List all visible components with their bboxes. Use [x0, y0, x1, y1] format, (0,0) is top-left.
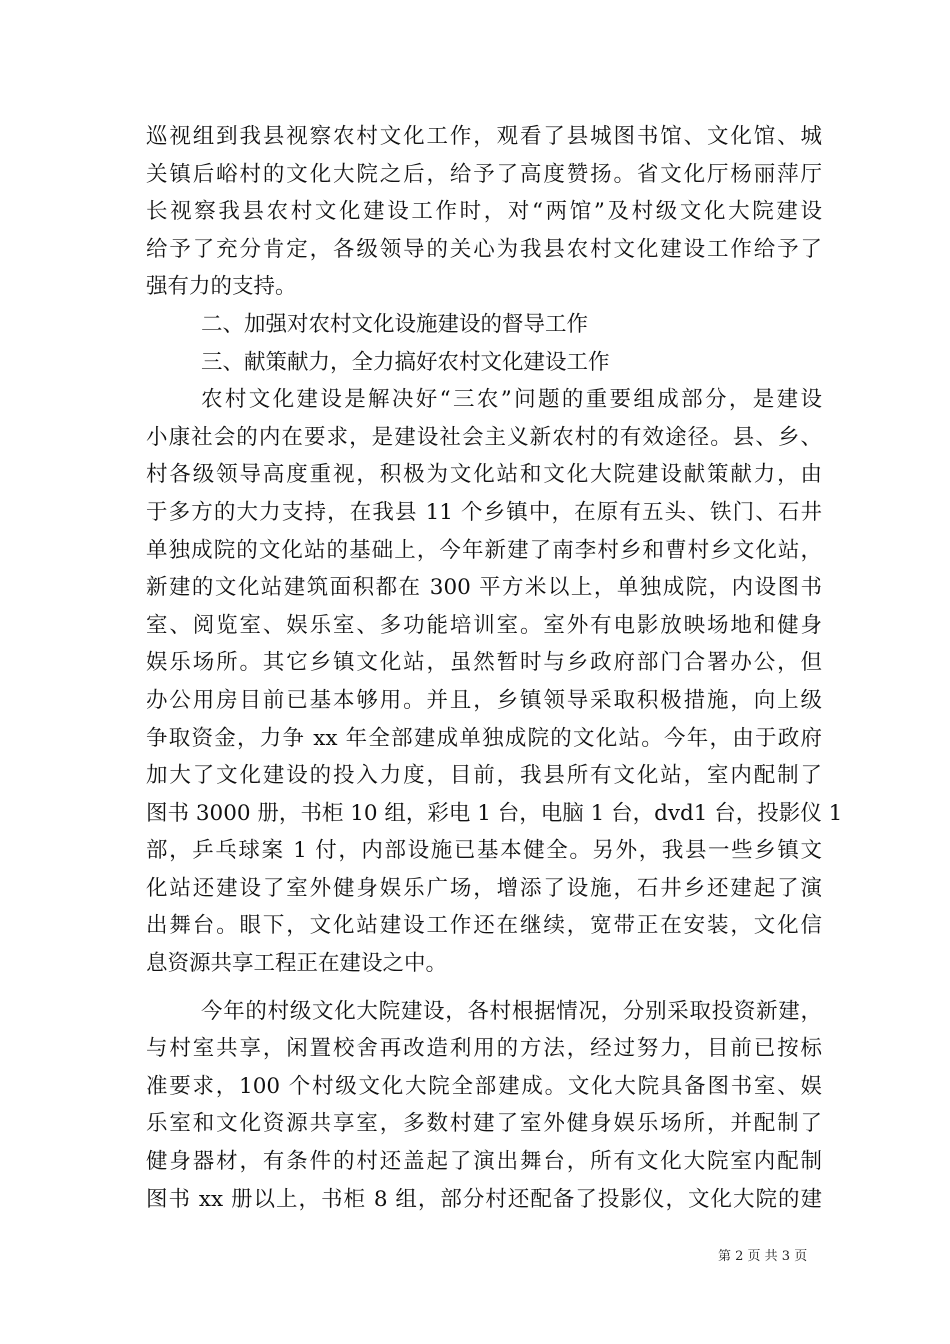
text-line: 单独成院的文化站的基础上，今年新建了南李村乡和曹村乡文化站，: [146, 537, 822, 563]
text-line: 新建的文化站建筑面积都在 300 平方米以上，单独成院，内设图书: [146, 575, 822, 601]
text-line: 出舞台。眼下，文化站建设工作还在继续，宽带正在安装，文化信: [146, 913, 822, 939]
text-line: 娱乐场所。其它乡镇文化站，虽然暂时与乡政府部门合署办公，但: [146, 650, 822, 676]
text-line: 长视察我县农村文化建设工作时，对“两馆”及村级文化大院建设: [146, 199, 822, 225]
text-line: 强有力的支持。: [146, 274, 297, 300]
text-line: 关镇后峪村的文化大院之后，给予了高度赞扬。省文化厅杨丽萍厅: [146, 161, 822, 187]
text-line: 与村室共享，闲置校舍再改造利用的方法，经过努力，目前已按标: [146, 1036, 822, 1062]
text-line: 图书 xx 册以上，书柜 8 组，部分村还配备了投影仪，文化大院的建: [146, 1186, 822, 1212]
text-line: 小康社会的内在要求，是建设社会主义新农村的有效途径。县、乡、: [146, 424, 822, 450]
text-line: 部，乒乓球案 1 付，内部设施已基本健全。另外，我县一些乡镇文: [146, 838, 822, 864]
text-line: 办公用房目前已基本够用。并且，乡镇领导采取积极措施，向上级: [146, 687, 822, 713]
text-line: 健身器材，有条件的村还盖起了演出舞台，所有文化大院室内配制: [146, 1149, 822, 1175]
text-line: 今年的村级文化大院建设，各村根据情况，分别采取投资新建，: [201, 998, 822, 1024]
text-line: 给予了充分肯定，各级领导的关心为我县农村文化建设工作给予了: [146, 236, 822, 262]
text-line: 巡视组到我县视察农村文化工作，观看了县城图书馆、文化馆、城: [146, 124, 822, 149]
text-line: 图书 3000 册，书柜 10 组，彩电 1 台，电脑 1 台，dvd1 台，投影仪 1: [146, 800, 843, 826]
section-heading: 二、加强对农村文化设施建设的督导工作: [201, 311, 589, 337]
text-line: 息资源共享工程正在建设之中。: [146, 951, 448, 977]
text-line: 化站还建设了室外健身娱乐广场，增添了设施，石井乡还建起了演: [146, 875, 822, 901]
text-line: 加大了文化建设的投入力度，目前，我县所有文化站，室内配制了: [146, 763, 822, 789]
text-line: 于多方的大力支持，在我县 11 个乡镇中，在原有五头、铁门、石井: [146, 499, 822, 525]
section-heading: 三、献策献力，全力搞好农村文化建设工作: [201, 349, 610, 375]
text-line: 农村文化建设是解决好“三农”问题的重要组成部分，是建设: [201, 387, 822, 413]
page-number: 第 2 页 共 3 页: [718, 1249, 808, 1264]
text-line: 室、阅览室、娱乐室、多功能培训室。室外有电影放映场地和健身: [146, 612, 822, 638]
body-text: [146, 118, 843, 1218]
text-line: 村各级领导高度重视，积极为文化站和文化大院建设献策献力，由: [146, 462, 822, 488]
text-line: 乐室和文化资源共享室，多数村建了室外健身娱乐场所，并配制了: [146, 1111, 822, 1137]
text-line: 争取资金，力争 xx 年全部建成单独成院的文化站。今年，由于政府: [146, 725, 822, 751]
text-line: 准要求，100 个村级文化大院全部建成。文化大院具备图书室、娱: [146, 1073, 822, 1099]
